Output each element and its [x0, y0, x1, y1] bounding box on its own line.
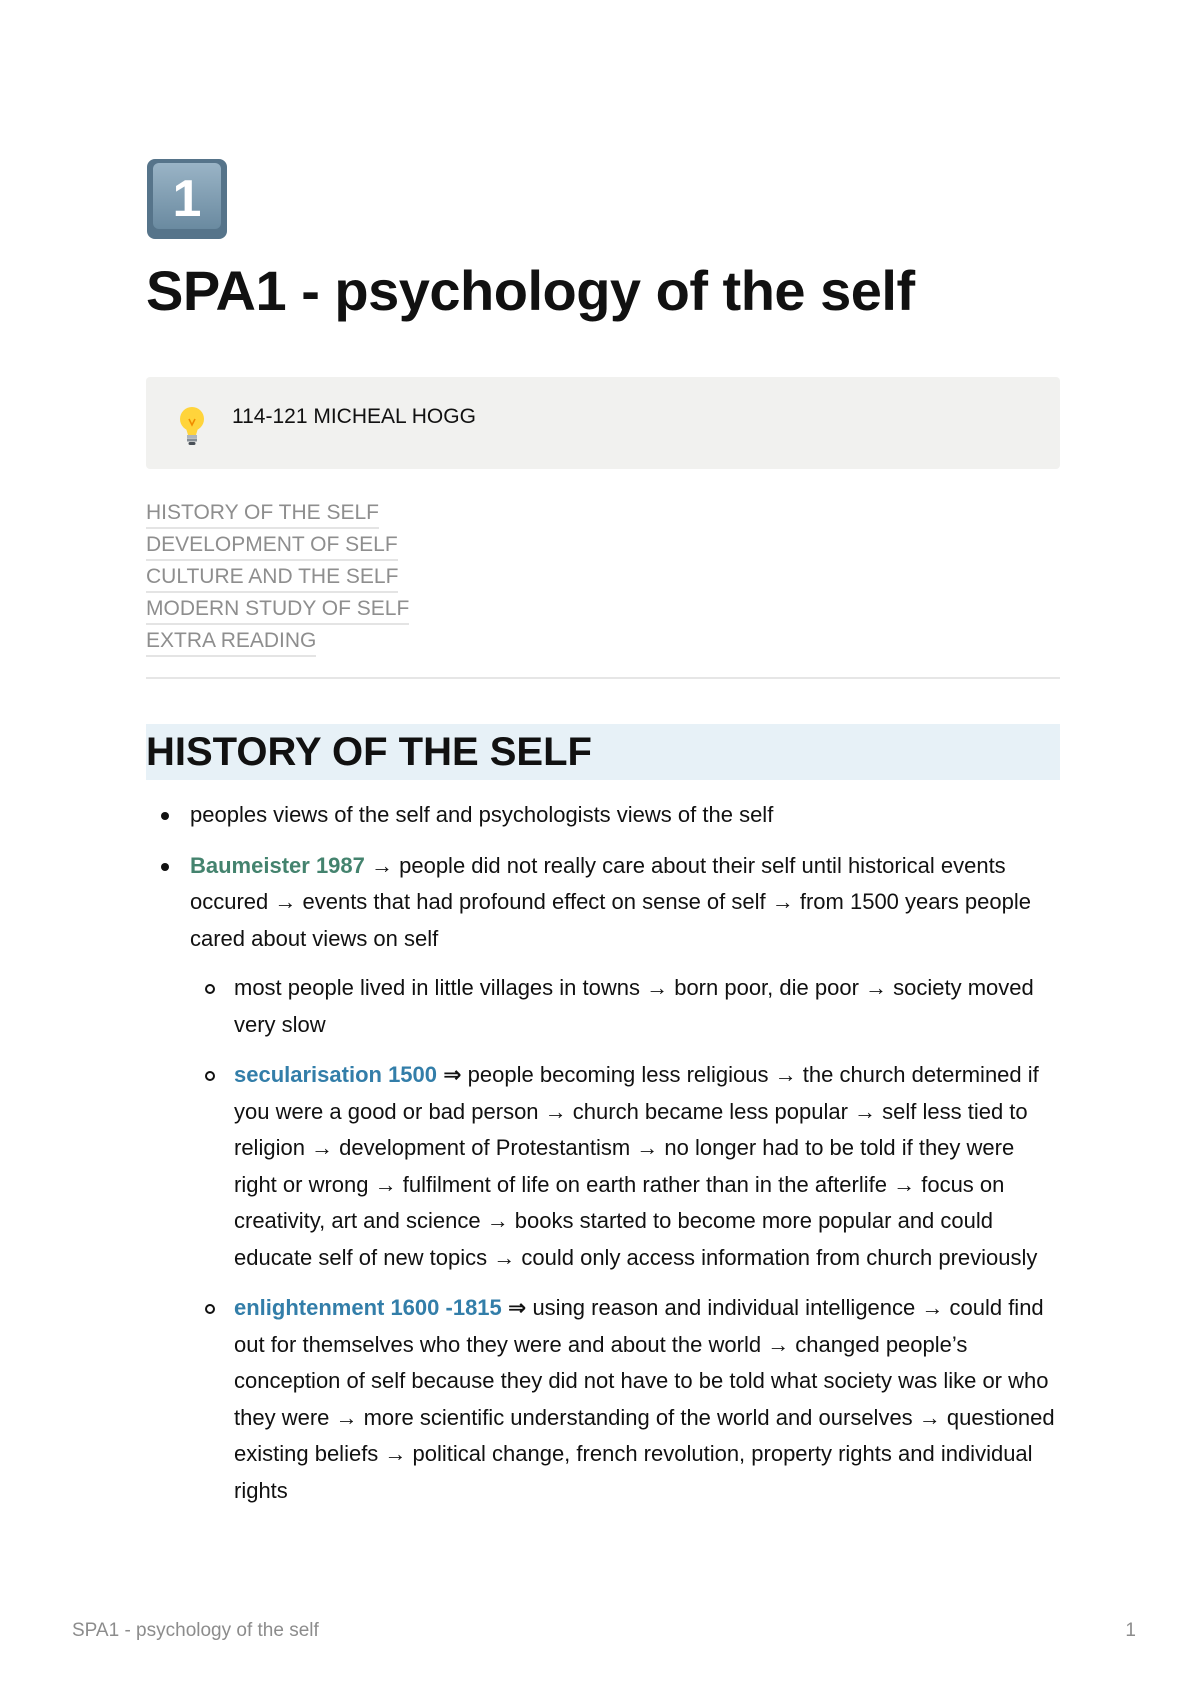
keycap-one-icon: [146, 158, 228, 240]
table-of-contents: [146, 500, 1060, 660]
sub-bullet-list: [190, 970, 1060, 1509]
toc-link-history[interactable]: HISTORY OF THE SELF: [146, 500, 379, 529]
page-title: SPA1 - psychology of the self: [146, 259, 915, 322]
list-item-text: → people did not really care about their self until historical events occured → events that had profound effect on sense of self → from 1500 years people cared about views on self: [190, 852, 1031, 951]
sub-list-item: [190, 1290, 1060, 1509]
toc-link-development[interactable]: DEVELOPMENT OF SELF: [146, 532, 398, 561]
list-item-text: using reason and individual intelligence → could find out for themselves who they were and about the world → changed people’s conception of self because they did not have to be told what society was like or who they were → more scientific understanding of the world and ourselves → questioned existing beliefs → political change, french revolution, property rights and individual rights: [234, 1295, 1055, 1503]
highlighted-term: secularisation 1500: [234, 1062, 438, 1087]
callout-box: [146, 377, 1060, 469]
list-item-text: peoples views of the self and psychologists views of the self: [190, 802, 774, 827]
double-arrow: ⇒: [437, 1062, 462, 1087]
footer-page-number: 1: [1125, 1620, 1136, 1641]
toc-link-modern-study[interactable]: MODERN STUDY OF SELF: [146, 596, 409, 625]
list-item-text: most people lived in little villages in towns → born poor, die poor → society moved very slow: [234, 975, 1034, 1037]
footer-title: SPA1 - psychology of the self: [72, 1620, 319, 1641]
double-arrow: ⇒: [501, 1295, 527, 1320]
list-item-text: people becoming less religious → the church determined if you were a good or bad person → church became less popular → self less tied to religion → development of Protestantism → no longer had to be told if they were right or wrong → fulfilment of life on earth rather than in the afterlife → focus on creativity, art and science → books started to become more popular and could educate self of new topics → could only access information from church previously: [234, 1062, 1039, 1270]
lightbulb-icon: [176, 405, 208, 449]
section-content: [146, 797, 1060, 1523]
callout-text: 114-121 MICHEAL HOGG: [232, 405, 476, 428]
sub-list-item: [190, 970, 1060, 1043]
list-item: [146, 848, 1060, 1510]
sub-list-item: [190, 1057, 1060, 1276]
highlighted-term: enlightenment 1600 -1815: [234, 1295, 502, 1320]
toc-link-extra-reading[interactable]: EXTRA READING: [146, 628, 316, 657]
section-heading: HISTORY OF THE SELF: [146, 724, 1060, 780]
divider: [146, 677, 1060, 679]
list-item: [146, 797, 1060, 834]
keycap-digit: 1: [172, 170, 202, 228]
bullet-list: [146, 797, 1060, 1509]
highlighted-term: Baumeister 1987: [190, 852, 365, 878]
toc-link-culture[interactable]: CULTURE AND THE SELF: [146, 564, 398, 593]
